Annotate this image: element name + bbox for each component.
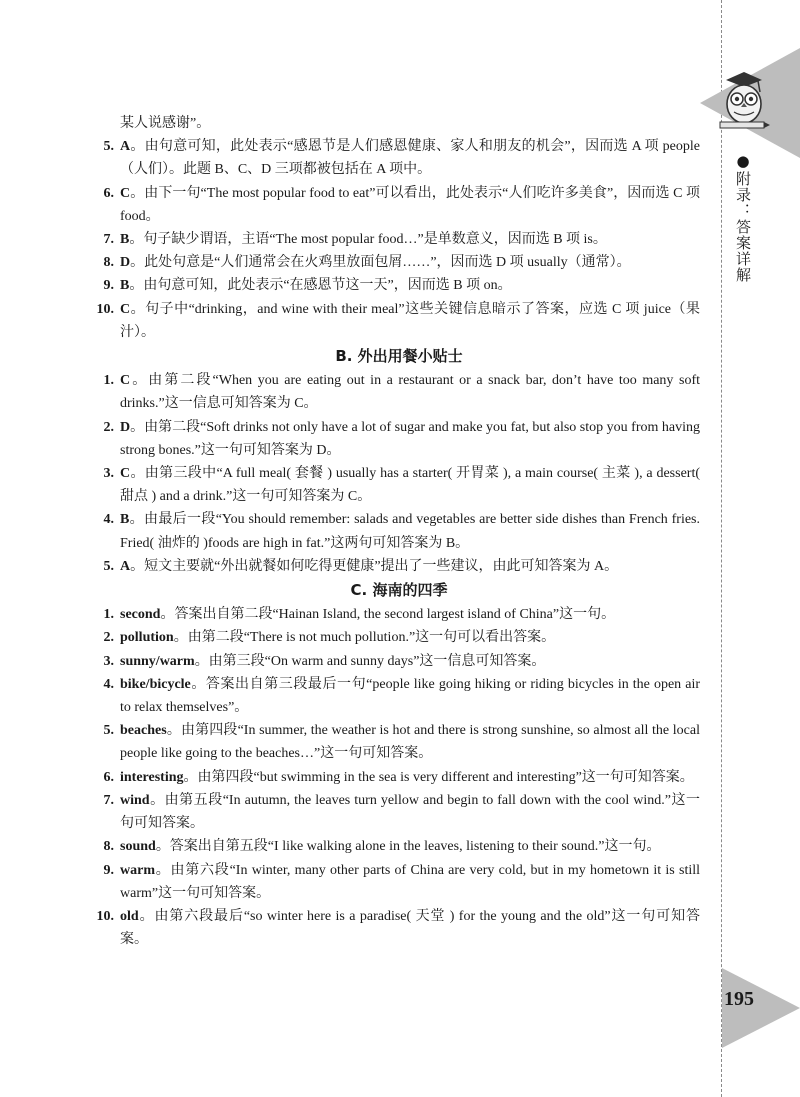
answer-content bbox=[98, 112, 700, 951]
item-number: 7. bbox=[103, 232, 114, 248]
item-explanation: 。答案出自第二段“Hainan Island, the second largest island of China”这一句。 bbox=[160, 607, 616, 623]
item-number: 4. bbox=[103, 676, 114, 692]
item-explanation: 。答案出自第五段“I like walking alone in the leaves, listening to their sound.”这一句。 bbox=[155, 839, 661, 855]
list-item bbox=[98, 859, 700, 905]
item-answer: C bbox=[120, 373, 131, 389]
page-number: 195 bbox=[724, 988, 754, 1010]
list-item bbox=[98, 719, 700, 765]
item-number: 9. bbox=[103, 862, 114, 878]
item-number: 8. bbox=[103, 839, 114, 855]
item-explanation: 。由最后一段“You should remember: salads and vegetables are better side dishes than French fries. Fried( 油炸的 )foods are high in fat.”这两句可知答案为 B。 bbox=[120, 512, 700, 551]
item-answer: A bbox=[120, 558, 131, 574]
list-item bbox=[98, 416, 700, 462]
item-answer: warm bbox=[120, 862, 155, 878]
item-number: 1. bbox=[103, 373, 114, 389]
intro-continuation: 某人说感谢”。 bbox=[120, 116, 211, 131]
item-explanation: 。短文主要就“外出就餐如何吃得更健康”提出了一些建议，由此可知答案为 A。 bbox=[130, 558, 619, 574]
list-item bbox=[98, 228, 700, 251]
item-answer: C bbox=[120, 466, 131, 482]
item-answer: interesting bbox=[120, 769, 184, 785]
item-answer: D bbox=[120, 255, 131, 271]
item-explanation: 。由第三段中“A full meal( 套餐 ) usually has a starter( 开胃菜 ), a main course( 主菜 ), a dessert( 甜点 ) and a drink.”这一句可知答案为 C。 bbox=[120, 466, 700, 505]
item-answer: C bbox=[120, 185, 131, 201]
item-explanation: 。由第三段“On warm and sunny days”这一信息可知答案。 bbox=[194, 653, 546, 669]
item-explanation: 。句子缺少谓语，主语“The most popular food…”是单数意义，因而选 B 项 is。 bbox=[129, 232, 607, 248]
list-item bbox=[98, 135, 700, 181]
item-explanation: 。由第六段“In winter, many other parts of China are very cold, but in my hometown it is still warm”这一句可知答案。 bbox=[120, 862, 700, 901]
item-answer: sound bbox=[120, 839, 156, 855]
item-explanation: 。答案出自第三段最后一句“people like going hiking or riding bicycles in the open air to relax themselves”。 bbox=[120, 676, 700, 716]
list-item bbox=[98, 182, 700, 228]
item-answer: bike/bicycle bbox=[120, 676, 191, 692]
item-explanation: 。由第六段最后“so winter here is a paradise( 天堂 ) for the young and the old”这一句可知答案。 bbox=[120, 908, 700, 948]
item-number: 1. bbox=[103, 607, 114, 623]
section-b-title: B. 外出用餐小贴士 bbox=[335, 347, 463, 366]
item-explanation: 。此处句意是“人们通常会在火鸡里放面包屑……”，因而选 D 项 usually（通常）。 bbox=[130, 255, 631, 271]
list-item bbox=[98, 603, 700, 626]
item-explanation: 。由第二段“Soft drinks not only have a lot of sugar and make you fat, but also stop you from having strong bones.”这一句可知答案为 D。 bbox=[120, 419, 700, 458]
item-number: 7. bbox=[103, 792, 114, 808]
item-number: 6. bbox=[103, 769, 114, 785]
section-a-list bbox=[98, 135, 700, 344]
item-number: 9. bbox=[103, 278, 114, 294]
item-number: 2. bbox=[103, 419, 114, 435]
item-explanation: 。由第四段“In summer, the weather is hot and there is strong sunshine, so almost all the local people like going to the beaches…”这一句可知答案。 bbox=[120, 723, 700, 762]
item-answer: B bbox=[120, 512, 130, 528]
item-explanation: 。由第二段“There is not much pollution.”这一句可以看出答案。 bbox=[173, 630, 556, 646]
item-answer: B bbox=[120, 232, 130, 248]
section-b-list bbox=[98, 369, 700, 578]
item-number: 5. bbox=[103, 139, 114, 155]
item-answer: old bbox=[120, 908, 139, 924]
list-item bbox=[98, 462, 700, 508]
item-number: 5. bbox=[103, 558, 114, 574]
item-explanation: 。由句意可知，此处表示“感恩节是人们感恩健康、家人和朋友的机会”，因而选 A 项 people（人们）。此题 B、C、D 三项都被包括在 A 项中。 bbox=[120, 139, 700, 178]
section-c-list bbox=[98, 603, 700, 951]
list-item bbox=[98, 835, 700, 858]
list-item bbox=[98, 508, 700, 554]
item-answer: wind bbox=[120, 792, 150, 808]
item-answer: pollution bbox=[120, 630, 174, 646]
item-answer: D bbox=[120, 419, 131, 435]
list-item bbox=[98, 298, 700, 344]
item-number: 6. bbox=[103, 185, 114, 201]
list-item bbox=[98, 369, 700, 415]
item-number: 2. bbox=[103, 630, 114, 646]
item-explanation: 。由第二段“When you are eating out in a restaurant or a snack bar, don’t have too many soft drinks.”这一信息可知答案为 C。 bbox=[120, 373, 700, 412]
item-number: 8. bbox=[103, 255, 114, 271]
item-answer: second bbox=[120, 607, 161, 623]
section-c-title: C. 海南的四季 bbox=[350, 581, 448, 600]
list-item bbox=[98, 555, 700, 578]
item-explanation: 。由第五段“In autumn, the leaves turn yellow and begin to fall down with the cool wind.”这一句可知答案。 bbox=[120, 792, 700, 832]
item-number: 5. bbox=[103, 723, 114, 739]
item-explanation: 。由第四段“but swimming in the sea is very different and interesting”这一句可知答案。 bbox=[183, 769, 694, 785]
item-explanation: 。句子中“drinking，and wine with their meal”这些关键信息暗示了答案，应选 C 项 juice（果汁）。 bbox=[120, 301, 700, 340]
list-item bbox=[98, 626, 700, 649]
list-item bbox=[98, 274, 700, 297]
list-item bbox=[98, 789, 700, 835]
list-item bbox=[98, 766, 700, 789]
item-number: 3. bbox=[103, 653, 114, 669]
appendix-side-label: ●附录：答案详解 bbox=[734, 152, 752, 283]
item-explanation: 。由下一句“The most popular food to eat”可以看出，此处表示“人们吃许多美食”，因而选 C 项 food。 bbox=[120, 185, 700, 224]
item-number: 3. bbox=[103, 466, 114, 482]
item-answer: C bbox=[120, 301, 131, 317]
owl-mascot-icon bbox=[718, 70, 770, 132]
item-answer: sunny/warm bbox=[120, 653, 195, 669]
list-item bbox=[98, 673, 700, 719]
page-edge-dashed-line bbox=[721, 0, 722, 1097]
item-answer: A bbox=[120, 139, 131, 155]
item-answer: B bbox=[120, 278, 130, 294]
item-number: 10. bbox=[96, 908, 114, 924]
item-number: 10. bbox=[96, 301, 114, 317]
item-number: 4. bbox=[103, 512, 114, 528]
item-explanation: 。由句意可知，此处表示“在感恩节这一天”，因而选 B 项 on。 bbox=[129, 278, 512, 294]
list-item bbox=[98, 251, 700, 274]
list-item bbox=[98, 905, 700, 951]
list-item bbox=[98, 650, 700, 673]
item-answer: beaches bbox=[120, 723, 167, 739]
